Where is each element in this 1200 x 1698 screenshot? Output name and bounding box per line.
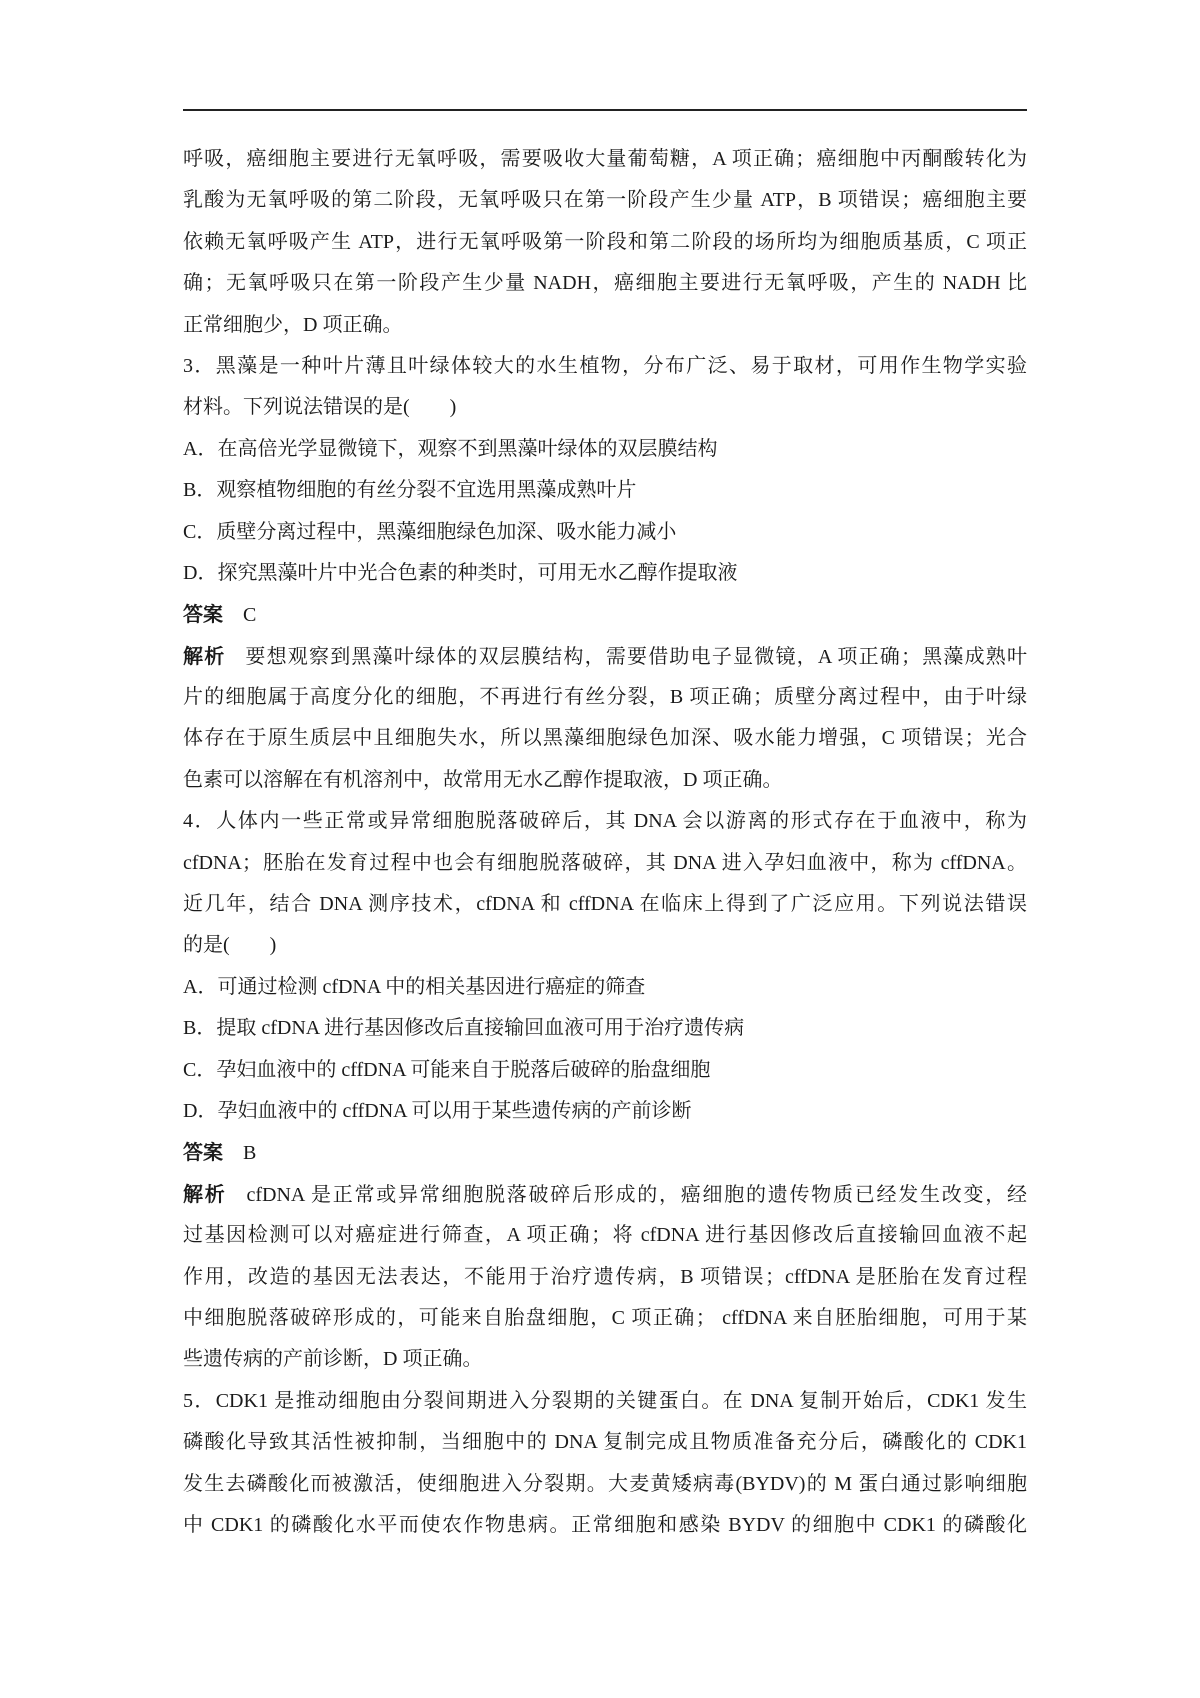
page-content (183, 139, 1027, 1546)
answer-label: 答案 (183, 1140, 223, 1165)
analysis-line (183, 636, 1027, 677)
answer-label: 答案 (183, 602, 223, 627)
analysis-label: 解析 (183, 1181, 227, 1206)
answer-line (183, 594, 1027, 635)
analysis-line: 正常细胞少，D 项正确。 (183, 313, 403, 336)
option-a (183, 429, 1027, 470)
analysis-line: 片的细胞属于高度分化的细胞，不再进行有丝分裂，B 项正确；质壁分离过程中，由于叶绿 (183, 686, 1027, 709)
option-text: 探究黑藻叶片中光合色素的种类时，可用无水乙醇作提取液 (217, 561, 738, 584)
question-stem-line: 磷酸化导致其活性被抑制，当细胞中的 DNA 复制完成且物质准备充分后，磷酸化的 CDK1 (183, 1431, 1027, 1454)
question-stem-text: 黑藻是一种叶片薄且叶绿体较大的水生植物，分布广泛、易于取材，可用作生物学实验 (215, 354, 1027, 377)
question-stem-text: CDK1 是推动细胞由分裂间期进入分裂期的关键蛋白。在 DNA 复制开始后，CDK1 发生 (215, 1389, 1027, 1412)
option-label: C． (183, 520, 217, 543)
analysis-label: 解析 (183, 643, 226, 668)
analysis-line: 呼吸，癌细胞主要进行无氧呼吸，需要吸收大量葡萄糖，A 项正确；癌细胞中丙酮酸转化为 (183, 148, 1027, 170)
question-stem-line (183, 346, 1027, 387)
option-text: 质壁分离过程中，黑藻细胞绿色加深、吸水能力减小 (216, 520, 677, 543)
option-text: 孕妇血液中的 cffDNA 可以用于某些遗传病的产前诊断 (217, 1099, 692, 1122)
analysis-text: cfDNA 是正常或异常细胞脱落破碎后形成的，癌细胞的遗传物质已经发生改变，经 (246, 1183, 1027, 1206)
answer-value: B (243, 1142, 257, 1165)
question-stem-line (183, 1381, 1027, 1422)
question-stem-line: 中 CDK1 的磷酸化水平而使农作物患病。正常细胞和感染 BYDV 的细胞中 CDK1 的磷酸化 (183, 1513, 1027, 1536)
option-label: D． (183, 1099, 218, 1122)
analysis-line: 色素可以溶解在有机溶剂中，故常用无水乙醇作提取液，D 项正确。 (183, 768, 783, 791)
option-label: A． (183, 975, 218, 998)
question-stem-line: 发生去磷酸化而被激活，使细胞进入分裂期。大麦黄矮病毒(BYDV)的 M 蛋白通过影响细胞 (183, 1472, 1027, 1495)
header-rule (183, 109, 1027, 111)
analysis-line: 确；无氧呼吸只在第一阶段产生少量 NADH，癌细胞主要进行无氧呼吸，产生的 NADH 比 (183, 272, 1027, 295)
option-label: A． (183, 437, 218, 460)
option-text: 提取 cfDNA 进行基因修改后直接输回血液可用于治疗遗传病 (216, 1017, 745, 1040)
question-number: 3． (183, 354, 216, 377)
analysis-line: 作用，改造的基因无法表达，不能用于治疗遗传病，B 项错误；cffDNA 是胚胎在发育过程 (183, 1265, 1027, 1288)
option-label: B． (183, 479, 217, 502)
analysis-line: 体存在于原生质层中且细胞失水，所以黑藻细胞绿色加深、吸水能力增强，C 项错误；光合 (183, 727, 1027, 750)
analysis-line: 过基因检测可以对癌症进行筛查，A 项正确；将 cfDNA 进行基因修改后直接输回血液不起 (183, 1224, 1027, 1247)
question-number: 5． (183, 1389, 216, 1412)
answer-line (183, 1132, 1027, 1173)
option-text: 孕妇血液中的 cffDNA 可能来自于脱落后破碎的胎盘细胞 (216, 1058, 711, 1081)
analysis-text: 要想观察到黑藻叶绿体的双层膜结构，需要借助电子显微镜，A 项正确；黑藻成熟叶 (245, 645, 1027, 668)
analysis-line: 些遗传病的产前诊断，D 项正确。 (183, 1348, 483, 1371)
option-label: C． (183, 1058, 217, 1081)
answer-value: C (243, 604, 257, 627)
question-stem-line: 的是( ) (183, 934, 277, 957)
option-label: B． (183, 1017, 217, 1040)
option-text: 观察植物细胞的有丝分裂不宜选用黑藻成熟叶片 (216, 479, 637, 502)
option-label: D． (183, 561, 218, 584)
question-stem-line (183, 801, 1027, 842)
analysis-line (183, 1174, 1027, 1215)
option-d (183, 1091, 1027, 1132)
analysis-line: 中细胞脱落破碎形成的，可能来自胎盘细胞，C 项正确； cffDNA 来自胚胎细胞，可用于某 (183, 1306, 1027, 1329)
question-stem-line: cfDNA；胚胎在发育过程中也会有细胞脱落破碎，其 DNA 进入孕妇血液中，称为 cffDNA。 (183, 851, 1027, 874)
option-c (183, 512, 1027, 553)
option-a (183, 967, 1027, 1008)
option-d (183, 553, 1027, 594)
question-stem-text: 人体内一些正常或异常细胞脱落破碎后，其 DNA 会以游离的形式存在于血液中，称为 (216, 810, 1027, 833)
option-b (183, 1008, 1027, 1049)
option-text: 在高倍光学显微镜下，观察不到黑藻叶绿体的双层膜结构 (217, 437, 718, 460)
question-stem-line: 近几年，结合 DNA 测序技术，cfDNA 和 cffDNA 在临床上得到了广泛应用。下列说法错误 (183, 893, 1027, 916)
option-c (183, 1050, 1027, 1091)
option-b (183, 470, 1027, 511)
question-number: 4． (183, 810, 217, 833)
analysis-line: 依赖无氧呼吸产生 ATP，进行无氧呼吸第一阶段和第二阶段的场所均为细胞质基质，C 项正 (183, 230, 1027, 253)
analysis-line: 乳酸为无氧呼吸的第二阶段，无氧呼吸只在第一阶段产生少量 ATP，B 项错误；癌细胞主要 (183, 189, 1027, 212)
question-stem-line: 材料。下列说法错误的是( ) (183, 396, 457, 419)
option-text: 可通过检测 cfDNA 中的相关基因进行癌症的筛查 (217, 975, 646, 998)
